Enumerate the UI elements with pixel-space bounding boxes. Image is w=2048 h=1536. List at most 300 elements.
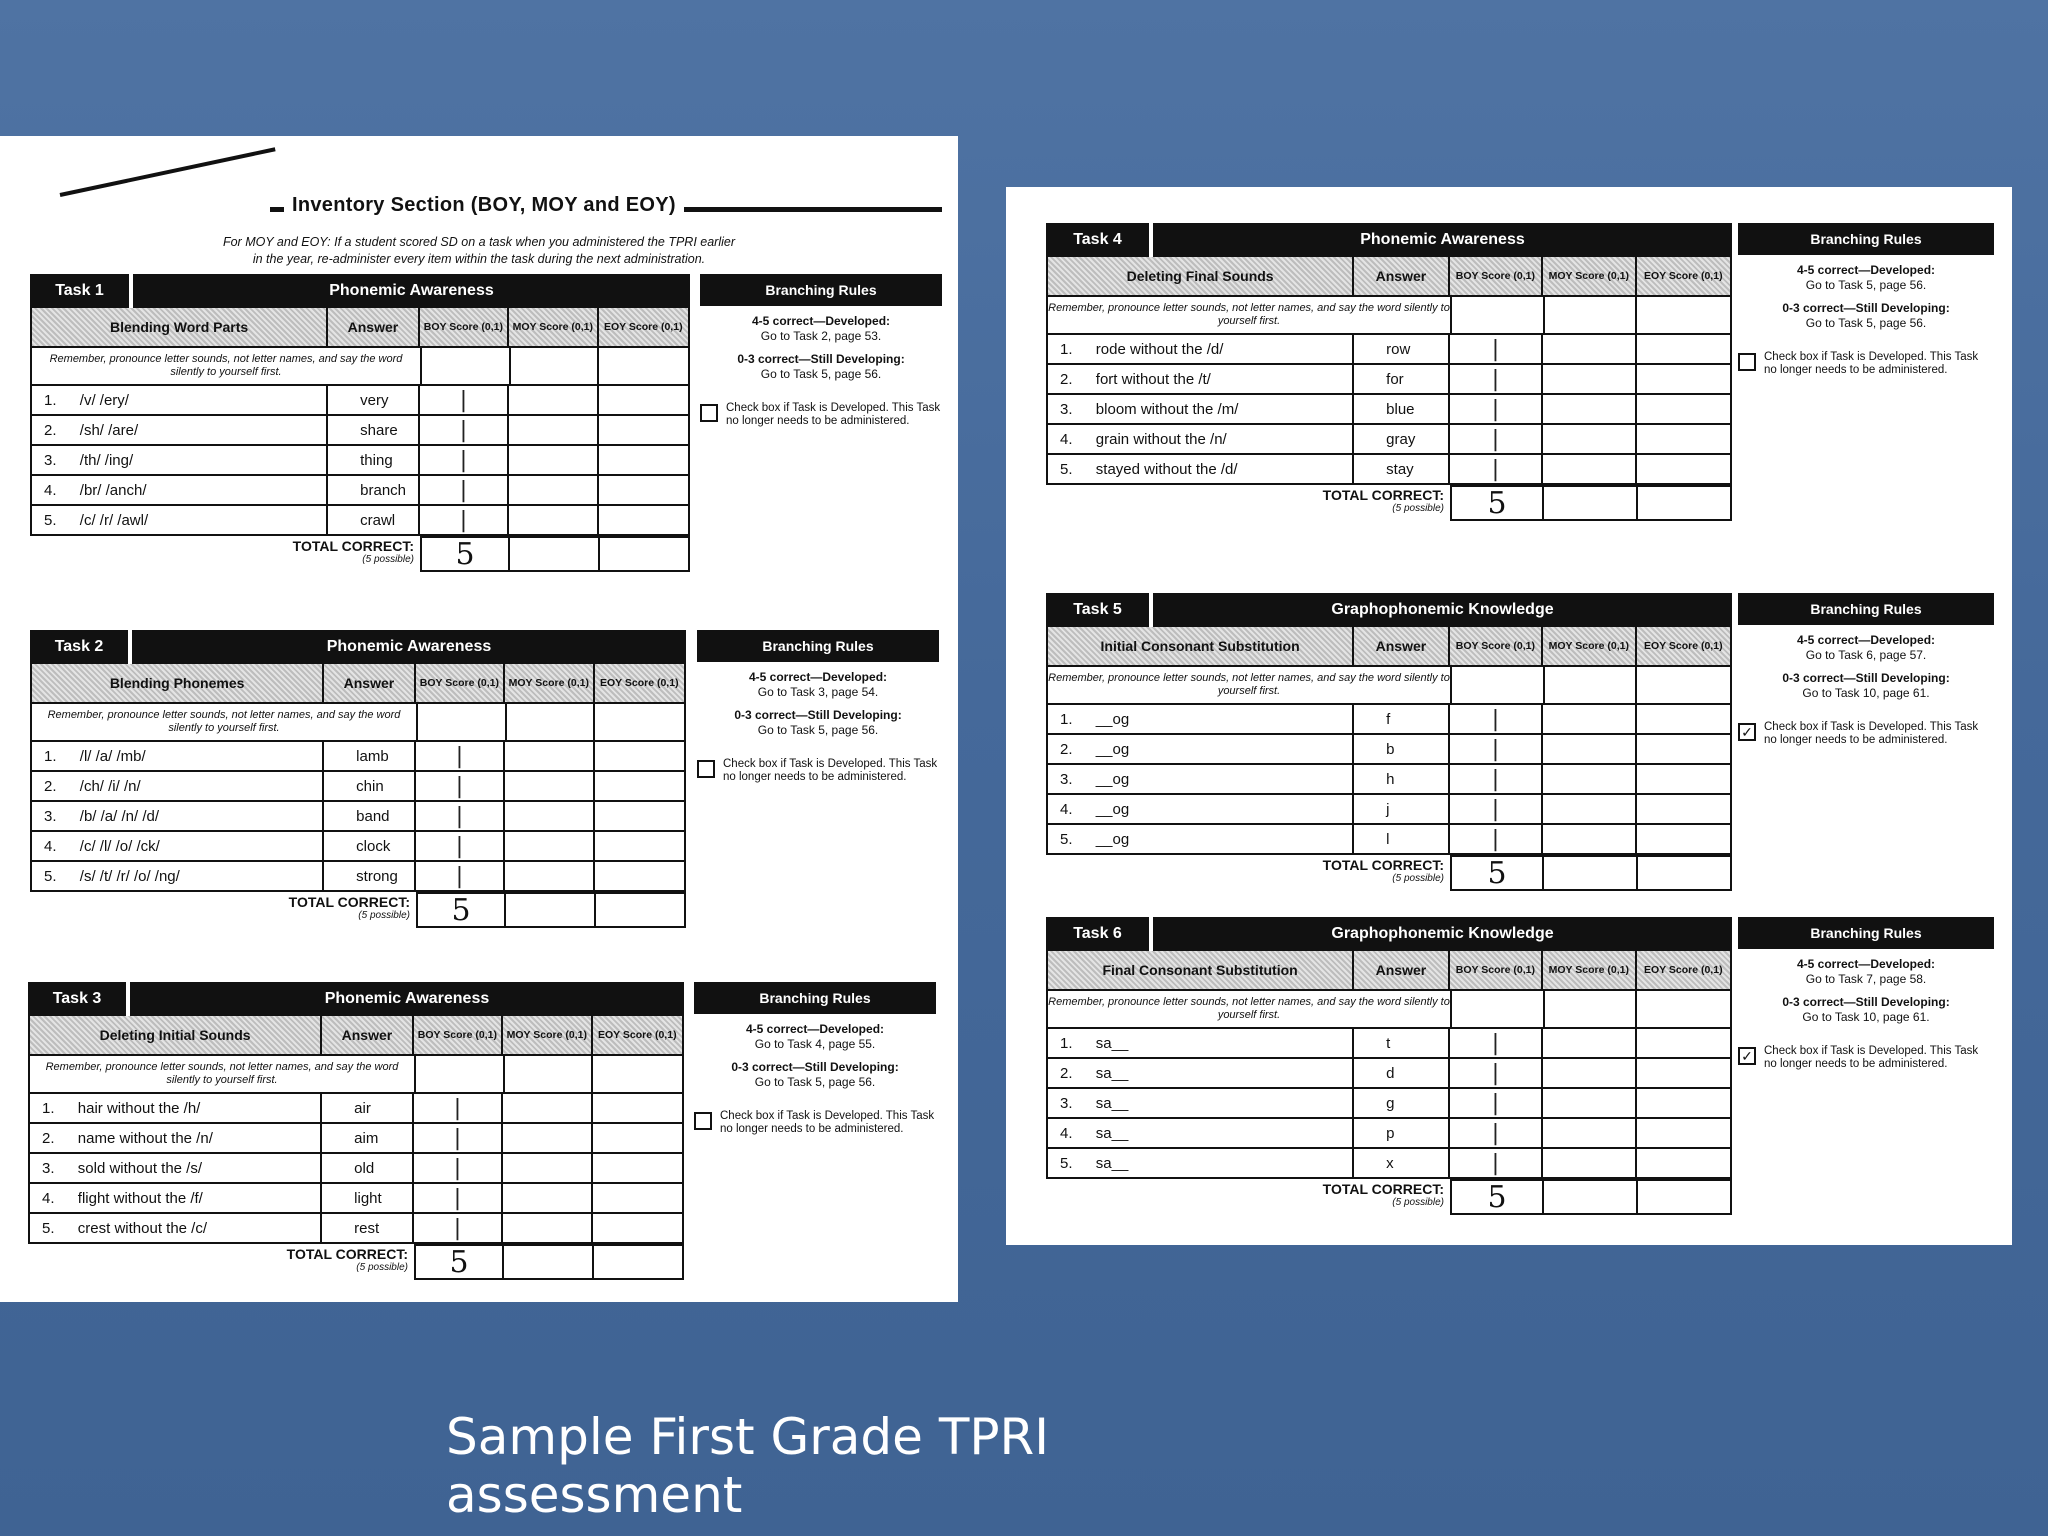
eoy-score-cell[interactable] xyxy=(595,832,684,860)
task-area: Phonemic Awareness xyxy=(133,274,690,308)
branching-rules-task-5 xyxy=(1738,593,1994,747)
moy-score-cell[interactable] xyxy=(503,1214,592,1242)
eoy-score-cell[interactable] xyxy=(599,416,688,444)
developed-checkbox[interactable]: ✓ xyxy=(1738,1047,1756,1065)
reminder-text: Remember, pronounce letter sounds, not letter names, and say the word silently to yourself first. xyxy=(30,1056,416,1092)
task-number: Task 3 xyxy=(28,982,126,1016)
eoy-score-cell[interactable] xyxy=(593,1154,682,1182)
boy-score-cell[interactable]: | xyxy=(414,1094,503,1122)
answer-header: Answer xyxy=(1354,627,1449,665)
item-number: 4. xyxy=(1060,1124,1073,1142)
eoy-score-cell[interactable] xyxy=(1637,1119,1730,1147)
eoy-score-cell[interactable] xyxy=(1637,765,1730,793)
answer-header: Answer xyxy=(322,1016,413,1054)
total-label xyxy=(28,1244,414,1280)
reminder-row xyxy=(1046,667,1732,705)
developed-check-text: Check box if Task is Developed. This Task no longer needs to be administered. xyxy=(1764,351,1979,376)
moy-score-header: MOY Score (0,1) xyxy=(509,308,598,346)
subtest-name: Blending Phonemes xyxy=(32,664,324,702)
item-number: 5. xyxy=(1060,830,1073,848)
developed-check xyxy=(1738,721,1994,747)
item-row xyxy=(28,1214,684,1244)
item-prompt: /s/ /t/ /r/ /o/ /ng/ xyxy=(76,862,324,890)
boy-score-cell[interactable]: | xyxy=(414,1124,503,1152)
item-prompt: /v/ /ery/ xyxy=(76,386,328,414)
boy-score-cell[interactable]: | xyxy=(1450,395,1543,423)
total-boy-box[interactable]: 5 xyxy=(414,1244,504,1280)
item-row xyxy=(1046,365,1732,395)
moy-score-cell[interactable] xyxy=(503,1184,592,1212)
column-headers xyxy=(1046,257,1732,297)
item-prompt: /c/ /l/ /o/ /ck/ xyxy=(76,832,324,860)
moy-score-header: MOY Score (0,1) xyxy=(1543,627,1636,665)
total-eoy-box[interactable] xyxy=(594,1244,684,1280)
item-row xyxy=(30,476,690,506)
item-row xyxy=(1046,765,1732,795)
moy-score-cell[interactable] xyxy=(1543,765,1636,793)
item-prompt: sa__ xyxy=(1092,1059,1354,1087)
eoy-score-header: EOY Score (0,1) xyxy=(1643,639,1723,652)
item-prompt: __og xyxy=(1092,735,1354,763)
item-row xyxy=(30,802,686,832)
moy-score-cell[interactable] xyxy=(505,832,594,860)
moy-score-cell[interactable] xyxy=(1543,1059,1636,1087)
task-area: Graphophonemic Knowledge xyxy=(1153,593,1732,627)
item-row xyxy=(1046,395,1732,425)
eoy-score-cell[interactable] xyxy=(1637,1059,1730,1087)
boy-score-header: BOY Score (0,1) xyxy=(420,308,509,346)
boy-score-cell[interactable]: | xyxy=(420,506,509,534)
moy-score-cell[interactable] xyxy=(509,506,598,534)
boy-score-cell[interactable]: | xyxy=(414,1154,503,1182)
item-number: 2. xyxy=(1060,1064,1073,1082)
item-prompt: bloom without the /m/ xyxy=(1092,395,1354,423)
item-answer: gray xyxy=(1354,425,1450,453)
total-boy-box[interactable]: 5 xyxy=(1450,485,1544,521)
item-number: 5. xyxy=(44,867,57,885)
rule-still-developing xyxy=(1738,995,1994,1025)
item-row xyxy=(28,1094,684,1124)
boy-score-cell[interactable]: | xyxy=(1450,735,1543,763)
eoy-score-cell[interactable] xyxy=(599,476,688,504)
total-boy-box[interactable]: 5 xyxy=(1450,1179,1544,1215)
moy-score-header: MOY Score (0,1) xyxy=(503,1016,592,1054)
boy-score-cell[interactable]: | xyxy=(416,742,505,770)
developed-check-text: Check box if Task is Developed. This Task no longer needs to be administered. xyxy=(1764,1045,1979,1070)
boy-score-header: BOY Score (0,1) xyxy=(414,1016,503,1054)
rule-still-developing-text: Go to Task 5, page 56. xyxy=(757,723,879,737)
boy-score-cell[interactable]: | xyxy=(1450,365,1543,393)
total-eoy-box[interactable] xyxy=(596,892,686,928)
branching-title: Branching Rules xyxy=(694,982,936,1014)
branching-rules-task-6 xyxy=(1738,917,1994,1071)
item-answer: band xyxy=(324,802,416,830)
total-label xyxy=(1046,1179,1450,1215)
reminder-row xyxy=(30,348,690,386)
item-answer: share xyxy=(328,416,420,444)
item-number: 3. xyxy=(44,451,57,469)
item-number: 3. xyxy=(1060,1094,1073,1112)
total-label-text: TOTAL CORRECT: xyxy=(1322,857,1444,873)
rule-developed-title: 4-5 correct—Developed: xyxy=(748,670,888,684)
eoy-score-cell[interactable] xyxy=(1637,395,1730,423)
eoy-score-cell[interactable] xyxy=(593,1094,682,1122)
rule-developed xyxy=(1738,263,1994,293)
total-row xyxy=(30,536,690,572)
total-row xyxy=(1046,485,1732,521)
moy-score-cell[interactable] xyxy=(1543,1089,1636,1117)
boy-score-cell[interactable]: | xyxy=(1450,455,1543,483)
eoy-score-cell[interactable] xyxy=(593,1124,682,1152)
inventory-header xyxy=(0,158,958,266)
developed-check-text: Check box if Task is Developed. This Task no longer needs to be administered. xyxy=(720,1110,935,1135)
item-number: 4. xyxy=(1060,800,1073,818)
boy-score-cell[interactable]: | xyxy=(416,772,505,800)
boy-score-cell[interactable]: | xyxy=(420,476,509,504)
boy-score-cell[interactable]: | xyxy=(1450,1089,1543,1117)
rule-still-developing-text: Go to Task 10, page 61. xyxy=(1802,686,1930,700)
item-answer: aim xyxy=(322,1124,414,1152)
moy-score-cell[interactable] xyxy=(1543,735,1636,763)
task-1 xyxy=(30,274,690,572)
task-number: Task 5 xyxy=(1046,593,1149,627)
total-moy-box[interactable] xyxy=(504,1244,594,1280)
eoy-score-cell[interactable] xyxy=(595,772,684,800)
task-header xyxy=(28,982,684,1016)
answer-header: Answer xyxy=(324,664,415,702)
boy-score-cell[interactable]: | xyxy=(416,802,505,830)
branching-title: Branching Rules xyxy=(1738,593,1994,625)
moy-score-cell[interactable] xyxy=(1543,365,1636,393)
item-answer: light xyxy=(322,1184,414,1212)
branching-title: Branching Rules xyxy=(700,274,942,306)
item-row xyxy=(30,416,690,446)
total-row xyxy=(30,892,686,928)
task-area: Graphophonemic Knowledge xyxy=(1153,917,1732,951)
subtest-name: Blending Word Parts xyxy=(32,308,328,346)
eoy-score-cell[interactable] xyxy=(1637,425,1730,453)
branching-title: Branching Rules xyxy=(1738,223,1994,255)
boy-score-cell[interactable]: | xyxy=(420,416,509,444)
moy-score-cell[interactable] xyxy=(509,416,598,444)
moy-score-cell[interactable] xyxy=(503,1154,592,1182)
total-boy-box[interactable]: 5 xyxy=(1450,855,1544,891)
eoy-score-cell[interactable] xyxy=(1637,1089,1730,1117)
item-number: 1. xyxy=(42,1099,55,1117)
item-answer: crawl xyxy=(328,506,420,534)
item-answer: thing xyxy=(328,446,420,474)
rule-still-developing xyxy=(694,1060,936,1090)
eoy-score-cell[interactable] xyxy=(595,862,684,890)
developed-check xyxy=(1738,351,1994,377)
moy-score-cell[interactable] xyxy=(1543,335,1636,363)
moy-score-cell[interactable] xyxy=(505,772,594,800)
total-eoy-box[interactable] xyxy=(1638,1179,1732,1215)
total-possible: (5 possible) xyxy=(362,554,414,565)
item-prompt: /b/ /a/ /n/ /d/ xyxy=(76,802,324,830)
answer-header: Answer xyxy=(1354,257,1449,295)
reminder-row xyxy=(1046,991,1732,1029)
eoy-score-cell[interactable] xyxy=(1637,735,1730,763)
boy-score-cell[interactable]: | xyxy=(1450,1059,1543,1087)
item-number: 1. xyxy=(1060,710,1073,728)
boy-score-cell[interactable]: | xyxy=(416,832,505,860)
eoy-score-cell[interactable] xyxy=(599,506,688,534)
task-5 xyxy=(1046,593,1732,891)
eoy-score-cell[interactable] xyxy=(1637,455,1730,483)
item-prompt: flight without the /f/ xyxy=(74,1184,322,1212)
boy-score-header: BOY Score (0,1) xyxy=(1450,627,1543,665)
developed-check-text: Check box if Task is Developed. This Task no longer needs to be administered. xyxy=(1764,721,1979,746)
moy-score-cell[interactable] xyxy=(1543,395,1636,423)
eoy-score-cell[interactable] xyxy=(1637,1149,1730,1177)
total-boy-box[interactable]: 5 xyxy=(420,536,510,572)
rule-still-developing-title: 0-3 correct—Still Developing: xyxy=(1782,301,1950,315)
branching-title: Branching Rules xyxy=(1738,917,1994,949)
boy-score-cell[interactable]: | xyxy=(1450,795,1543,823)
total-eoy-box[interactable] xyxy=(1638,485,1732,521)
item-prompt: /th/ /ing/ xyxy=(76,446,328,474)
rule-developed xyxy=(1738,633,1994,663)
rule-still-developing xyxy=(697,708,939,738)
item-prompt: /c/ /r/ /awl/ xyxy=(76,506,328,534)
total-boy-box[interactable]: 5 xyxy=(416,892,506,928)
moy-score-cell[interactable] xyxy=(503,1124,592,1152)
boy-score-cell[interactable]: | xyxy=(1450,425,1543,453)
item-answer: strong xyxy=(324,862,416,890)
boy-score-cell[interactable]: | xyxy=(1450,765,1543,793)
answer-header: Answer xyxy=(1354,951,1449,989)
moy-score-cell[interactable] xyxy=(1543,705,1636,733)
rule-developed-text: Go to Task 7, page 58. xyxy=(1805,972,1927,986)
developed-checkbox[interactable] xyxy=(1738,353,1756,371)
column-headers xyxy=(30,308,690,348)
column-headers xyxy=(30,664,686,704)
item-answer: stay xyxy=(1354,455,1450,483)
item-prompt: sa__ xyxy=(1092,1149,1354,1177)
boy-score-cell[interactable]: | xyxy=(1450,1029,1543,1057)
task-header xyxy=(1046,593,1732,627)
item-row xyxy=(1046,1029,1732,1059)
eoy-score-cell[interactable] xyxy=(1637,795,1730,823)
branching-rules-task-4 xyxy=(1738,223,1994,377)
item-number: 4. xyxy=(42,1189,55,1207)
boy-score-cell[interactable]: | xyxy=(1450,705,1543,733)
moy-score-cell[interactable] xyxy=(509,476,598,504)
developed-check-text: Check box if Task is Developed. This Task no longer needs to be administered. xyxy=(726,402,941,427)
moy-score-cell[interactable] xyxy=(1543,825,1636,853)
task-number: Task 4 xyxy=(1046,223,1149,257)
boy-score-cell[interactable]: | xyxy=(420,386,509,414)
item-number: 3. xyxy=(1060,770,1073,788)
rule-developed xyxy=(697,670,939,700)
item-number: 5. xyxy=(44,511,57,529)
moy-score-cell[interactable] xyxy=(505,742,594,770)
rule-still-developing-title: 0-3 correct—Still Developing: xyxy=(731,1060,899,1074)
task-number: Task 6 xyxy=(1046,917,1149,951)
developed-checkbox[interactable]: ✓ xyxy=(1738,723,1756,741)
moy-score-cell[interactable] xyxy=(509,446,598,474)
moy-score-cell[interactable] xyxy=(1543,1119,1636,1147)
item-prompt: stayed without the /d/ xyxy=(1092,455,1354,483)
item-answer: x xyxy=(1354,1149,1450,1177)
boy-score-cell[interactable]: | xyxy=(1450,825,1543,853)
item-answer: blue xyxy=(1354,395,1450,423)
moy-score-header: MOY Score (0,1) xyxy=(505,664,594,702)
total-moy-box[interactable] xyxy=(506,892,596,928)
item-row xyxy=(1046,825,1732,855)
branching-rules-task-1 xyxy=(700,274,942,428)
item-prompt: name without the /n/ xyxy=(74,1124,322,1152)
total-moy-box[interactable] xyxy=(1544,485,1638,521)
item-row xyxy=(1046,455,1732,485)
column-headers xyxy=(28,1016,684,1056)
developed-check xyxy=(694,1110,936,1136)
task-4 xyxy=(1046,223,1732,521)
boy-score-cell[interactable]: | xyxy=(1450,1119,1543,1147)
item-row xyxy=(1046,425,1732,455)
item-row xyxy=(1046,1089,1732,1119)
column-headers xyxy=(1046,951,1732,991)
item-number: 1. xyxy=(44,391,57,409)
moy-score-cell[interactable] xyxy=(1543,425,1636,453)
item-prompt: grain without the /n/ xyxy=(1092,425,1354,453)
total-label-text: TOTAL CORRECT: xyxy=(286,1246,408,1262)
developed-checkbox[interactable] xyxy=(697,760,715,778)
assessment-sheet-left xyxy=(0,136,958,1302)
eoy-score-cell[interactable] xyxy=(595,742,684,770)
item-prompt: sa__ xyxy=(1092,1089,1354,1117)
item-answer: for xyxy=(1354,365,1450,393)
boy-score-cell[interactable]: | xyxy=(414,1214,503,1242)
reminder-row xyxy=(1046,297,1732,335)
moy-score-cell[interactable] xyxy=(505,862,594,890)
item-answer: very xyxy=(328,386,420,414)
eoy-score-header: EOY Score (0,1) xyxy=(1643,963,1723,976)
total-possible: (5 possible) xyxy=(356,1262,408,1273)
moy-score-cell[interactable] xyxy=(1543,1029,1636,1057)
task-number: Task 2 xyxy=(30,630,128,664)
developed-checkbox[interactable] xyxy=(694,1112,712,1130)
item-row xyxy=(1046,735,1732,765)
total-possible: (5 possible) xyxy=(1392,873,1444,884)
boy-score-cell[interactable]: | xyxy=(414,1184,503,1212)
item-row xyxy=(1046,1119,1732,1149)
reminder-text: Remember, pronounce letter sounds, not letter names, and say the word silently to yourself first. xyxy=(32,704,418,740)
assessment-sheet-right xyxy=(1006,187,2012,1245)
eoy-score-header: EOY Score (0,1) xyxy=(597,1028,677,1041)
eoy-score-cell[interactable] xyxy=(595,802,684,830)
eoy-score-cell[interactable] xyxy=(1637,335,1730,363)
boy-score-cell[interactable]: | xyxy=(420,446,509,474)
moy-score-cell[interactable] xyxy=(1543,795,1636,823)
eoy-score-cell[interactable] xyxy=(593,1214,682,1242)
item-number: 1. xyxy=(1060,340,1073,358)
subtest-name: Initial Consonant Substitution xyxy=(1048,627,1354,665)
eoy-score-cell[interactable] xyxy=(1637,1029,1730,1057)
item-prompt: __og xyxy=(1092,795,1354,823)
moy-score-cell[interactable] xyxy=(509,386,598,414)
moy-score-cell[interactable] xyxy=(1543,455,1636,483)
item-number: 1. xyxy=(1060,1034,1073,1052)
developed-check xyxy=(697,758,939,784)
item-answer: p xyxy=(1354,1119,1450,1147)
moy-score-cell[interactable] xyxy=(505,802,594,830)
item-prompt: sa__ xyxy=(1092,1119,1354,1147)
item-number: 3. xyxy=(42,1159,55,1177)
moy-score-cell[interactable] xyxy=(1543,1149,1636,1177)
task-3 xyxy=(28,982,684,1280)
rule-developed-title: 4-5 correct—Developed: xyxy=(745,1022,885,1036)
item-answer: clock xyxy=(324,832,416,860)
subtest-name: Final Consonant Substitution xyxy=(1048,951,1354,989)
total-moy-box[interactable] xyxy=(510,536,600,572)
rule-developed-text: Go to Task 6, page 57. xyxy=(1805,648,1927,662)
moy-score-cell[interactable] xyxy=(503,1094,592,1122)
rule-still-developing-title: 0-3 correct—Still Developing: xyxy=(1782,671,1950,685)
item-prompt: /l/ /a/ /mb/ xyxy=(76,742,324,770)
item-row xyxy=(30,386,690,416)
eoy-score-cell[interactable] xyxy=(593,1184,682,1212)
total-possible: (5 possible) xyxy=(1392,503,1444,514)
reminder-row xyxy=(28,1056,684,1094)
boy-score-cell[interactable]: | xyxy=(416,862,505,890)
boy-score-cell[interactable]: | xyxy=(1450,1149,1543,1177)
note-line-2: in the year, re-administer every item within the task during the next administration. xyxy=(252,252,706,266)
task-area: Phonemic Awareness xyxy=(132,630,686,664)
total-moy-box[interactable] xyxy=(1544,1179,1638,1215)
eoy-score-cell[interactable] xyxy=(1637,825,1730,853)
item-row xyxy=(30,506,690,536)
eoy-score-cell[interactable] xyxy=(1637,365,1730,393)
developed-checkbox[interactable] xyxy=(700,404,718,422)
total-eoy-box[interactable] xyxy=(1638,855,1732,891)
item-number: 2. xyxy=(1060,740,1073,758)
total-moy-box[interactable] xyxy=(1544,855,1638,891)
developed-check xyxy=(700,402,942,428)
total-row xyxy=(1046,855,1732,891)
boy-score-cell[interactable]: | xyxy=(1450,335,1543,363)
item-row xyxy=(30,446,690,476)
rule-still-developing-title: 0-3 correct—Still Developing: xyxy=(737,352,905,366)
item-row xyxy=(30,772,686,802)
item-row xyxy=(1046,335,1732,365)
inventory-title: Inventory Section (BOY, MOY and EOY) xyxy=(284,194,684,217)
rule-developed-text: Go to Task 5, page 56. xyxy=(1805,278,1927,292)
item-answer: b xyxy=(1354,735,1450,763)
eoy-score-cell[interactable] xyxy=(599,446,688,474)
rule-still-developing xyxy=(1738,671,1994,701)
developed-check xyxy=(1738,1045,1994,1071)
item-row xyxy=(1046,1059,1732,1089)
item-row xyxy=(28,1124,684,1154)
rule-developed-title: 4-5 correct—Developed: xyxy=(1796,957,1936,971)
item-prompt: __og xyxy=(1092,825,1354,853)
eoy-score-cell[interactable] xyxy=(599,386,688,414)
task-area: Phonemic Awareness xyxy=(1153,223,1732,257)
total-row xyxy=(1046,1179,1732,1215)
task-header xyxy=(1046,917,1732,951)
rule-developed-text: Go to Task 2, page 53. xyxy=(760,329,882,343)
item-number: 5. xyxy=(1060,1154,1073,1172)
moy-score-header: MOY Score (0,1) xyxy=(1543,951,1636,989)
item-answer: row xyxy=(1354,335,1450,363)
reminder-text: Remember, pronounce letter sounds, not letter names, and say the word silently to yourself first. xyxy=(1048,667,1452,703)
total-eoy-box[interactable] xyxy=(600,536,690,572)
eoy-score-cell[interactable] xyxy=(1637,705,1730,733)
item-prompt: sa__ xyxy=(1092,1029,1354,1057)
eoy-score-header: EOY Score (0,1) xyxy=(599,676,679,689)
